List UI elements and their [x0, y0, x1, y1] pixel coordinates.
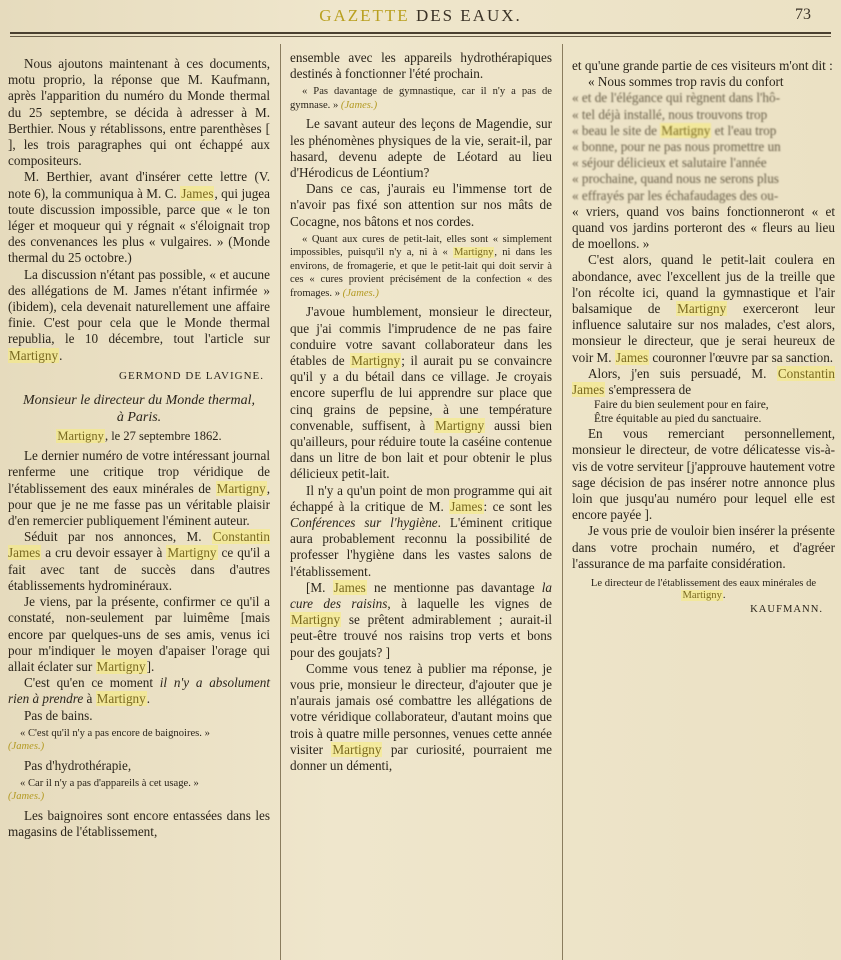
c2-para-3: Dans ce cas, j'aurais eu l'immense tort de n'avoir pas fixé son attention sur nos mâts de Cocagne, nos bâtons et nos cordes.: [290, 181, 552, 229]
faded-line-7: « effrayés par les échafaudages des ou-: [572, 187, 779, 203]
column-divider-2: [562, 44, 563, 960]
c2-para-4: J'avoue humblement, monsieur le directeur, que j'ai commis l'imprudence de ne pas faire conduire votre savant collaborateur dans les étables de Martigny; il aurait pu se convaincre qu'il y a du bétail dans ce village. Je croyais encore superflu de lui apprendre sur place que cinq grains de pepsine, à une température convenable, suffisent, à Martigny aussi bien qu'ailleurs, pour réduire toute la caséine contenue dans un litre de bon lait et pour obtenir le plus délicieux petit-lait.: [290, 304, 553, 482]
c2-para-1: ensemble avec les appareils hydrothérapiques destinés à fonctionner l'été prochain.: [290, 50, 552, 82]
column-divider-1: [280, 44, 281, 960]
c3-para-6: En vous remerciant personnellement, monsieur le directeur, de votre délicatesse vis-à-vis de votre serviteur [j'approuve hautement votre sage décision de pas insérer notre annonce plus loin que jusqu'au numéro pour lequel elle est encore payée ].: [572, 426, 835, 523]
c3-para-2: « Nous sommes trop ravis du confort: [588, 74, 784, 90]
faded-line-4: « bonne, pour ne pas nous promettre un: [572, 139, 781, 155]
verse-line-1: Faire du bien seulement pour en faire,: [594, 399, 769, 412]
c3-para-7: Je vous prie de vouloir bien insérer la présente dans votre prochain numéro, et d'agréer l'assurance de ma parfaite considération.: [572, 523, 835, 571]
c1-para-10: Les baignoires sont encore entassées dans les magasins de l'établissement,: [8, 807, 270, 840]
c1-para-5: Séduit par nos annonces, M. Constantin James a cru devoir essayer à Martigny ce qu'il a fait avec tant de succès dans d'autres établissements hydrominéraux.: [8, 529, 271, 593]
c3-para-1: et qu'une grande partie de ces visiteurs m'ont dit :: [572, 58, 833, 73]
faded-line-1: « et de l'élégance qui règnent dans l'hô-: [572, 90, 780, 106]
c2-quote-2: « Quant aux cures de petit-lait, elles sont « simplement impossibles, puisqu'il n'y a, ni à « Martigny, ni dans les environs, de fromagerie, et que le petit-lait qui doit servir à ces « cures provient précisément de la confection « des fromages. » (James.): [290, 233, 552, 299]
letter-date: Martigny, le 27 septembre 1862.: [57, 429, 222, 444]
faded-text-block: [572, 90, 835, 203]
c1-para-2: M. Berthier, avant d'insérer cette lettre (V. note 6), la communiqua à M. C. James, qui jugea toute discussion impossible, parce que « le ton léger et moqueur qui y régnait « s'éloignait trop des convenances les plus « vulgaires. » (Monde thermal du 25 octobre.): [8, 169, 271, 266]
faded-line-3: « beau le site de Martigny et l'eau trop: [572, 122, 777, 138]
faded-line-6: « prochaine, quand nous ne serons plus: [572, 171, 779, 187]
c3-para-5: Alors, j'en suis persuadé, M. Constantin James s'empressera de: [572, 365, 836, 398]
column-1: [8, 56, 270, 840]
c1-para-8: Pas de bains.: [24, 707, 93, 723]
masthead-title: [0, 6, 841, 26]
c2-para-6: [M. James ne mentionne pas davantage la cure des raisins, à laquelle les vignes de Martigny se prêtent admirablement ; aurait-il peut-être trouvé nos raisins trop verts et bons pour des goujats? ]: [290, 579, 553, 660]
verse-line-2: Être équitable au pied du sanctuaire.: [594, 413, 762, 426]
signature-kaufmann: KAUFMANN.: [750, 604, 823, 616]
column-2: [290, 50, 552, 774]
header-rule-thin: [10, 36, 831, 37]
c2-para-2: Le savant auteur des leçons de Magendie, sur les phénomènes physiques de la vie, serait-il, par hasard, devenu adepte de Léotard au lieu d'Hérodicus de Léontium?: [290, 116, 552, 181]
c1-para-6: Je viens, par la présente, confirmer ce qu'il a constaté, non-seulement par luimême [mais encore par quelques-uns de ses amis, venus ici pour m'indiquer le moyen d'apaiser l'orage qui allait éclater sur Martigny].: [8, 594, 270, 674]
c1-quote-2: « Car il n'y a pas d'appareils à cet usage. » (James.): [8, 777, 199, 803]
page-header: [0, 0, 841, 34]
faded-line-5: « séjour délicieux et salutaire l'année: [572, 155, 767, 171]
header-rule: [10, 32, 831, 34]
signature-title: Le directeur de l'établissement des eaux minérales de Martigny.: [590, 578, 817, 602]
c1-para-1: Nous ajoutons maintenant à ces documents, motu proprio, la réponse que M. Kaufmann, après l'apparition du numéro du Monde thermal du 25 septembre, se décida à adresser à M. Berthier. Nous y rétablissons, entre parenthèses [ ], les trois paragraphes qui ont échappé aux compositeurs.: [8, 56, 270, 169]
c2-quote-1: « Pas davantage de gymnastique, car il n'y a pas de gymnase. » (James.): [290, 86, 552, 111]
c3-para-4: C'est alors, quand le petit-lait coulera en abondance, avec l'excellent jus de la treille que l'on récolte ici, quand la gymnastique et l'air balsamique de Martigny exerceront leur influence salutaire sur nos malades, c'est alors, monsieur le directeur, que je serai heureux de voir M. James couronner l'œuvre par sa sanction.: [572, 252, 835, 365]
c1-quote-1: « C'est qu'il n'y a pas encore de baignoires. » (James.): [8, 727, 210, 753]
c3-para-3: « vriers, quand vos bains fonctionneront « et quand vos jardins porteront des « fleurs au lieu de moellons. »: [572, 203, 835, 252]
signature-germond: GERMOND DE LAVIGNE.: [119, 369, 264, 382]
c2-para-5: Il n'y a qu'un point de mon programme qui ait échappé à la critique de M. James: ce sont les Conférences sur l'hygiène. L'éminent critique aura probablement reconnu la possibilité de professer l'hygiène dans les vastes salons de l'établissement.: [290, 482, 552, 579]
masthead-gazette: GAZETTE: [319, 6, 410, 25]
c1-para-9: Pas d'hydrothérapie,: [24, 757, 132, 773]
page-number: 73: [795, 6, 811, 23]
c1-para-4: Le dernier numéro de votre intéressant journal renferme une critique trop véridique de l'établissement des eaux minérales de Martigny, pour que je ne me fasse pas un véritable plaisir d'en remercier publiquement l'éminent auteur.: [8, 448, 270, 529]
c2-para-7: Comme vous tenez à publier ma réponse, je vous prie, monsieur le directeur, d'ajouter que je n'aurais jamais osé combattre les allégations de votre véridique collaborateur, d'autant moins que trois à quatre mille personnes, venues cette année visiter Martigny par curiosité, pourraient me donner un démenti,: [290, 660, 553, 774]
c1-para-7: C'est qu'en ce moment il n'y a absolument rien à prendre à Martigny.: [8, 675, 271, 707]
letter-address: Monsieur le directeur du Monde thermal, à Paris.: [23, 393, 255, 426]
masthead-rest: DES EAUX.: [409, 6, 522, 25]
column-3: [572, 58, 835, 618]
faded-line-2: « tel déjà installé, nous trouvons trop: [572, 106, 768, 122]
c1-para-3: La discussion n'étant pas possible, « et aucune des allégations de M. James n'étant infirmée » (ibidem), cela devenait naturellement une affaire finie. C'est pour cela que le Monde thermal republia, le 10 décembre, tout l'article sur Martigny.: [8, 266, 270, 363]
